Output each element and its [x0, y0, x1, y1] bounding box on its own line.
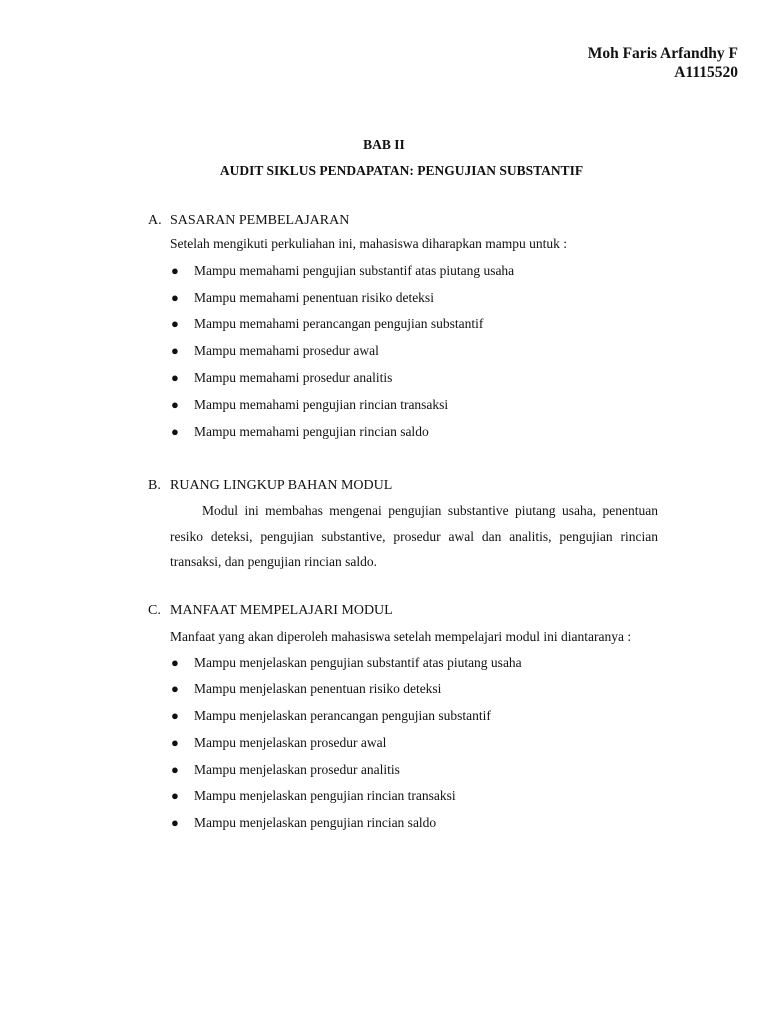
- section-body: [170, 624, 658, 837]
- benefits-list: [170, 650, 658, 838]
- bullet-icon: ●: [171, 396, 179, 412]
- bullet-icon: ●: [171, 343, 179, 359]
- section-heading: [148, 211, 658, 231]
- author-header: [588, 44, 738, 82]
- list-item-text: Mampu menjelaskan pengujian substantif atas piutang usaha: [194, 654, 522, 670]
- list-item: [170, 703, 658, 730]
- list-item: [170, 650, 658, 677]
- list-item-text: Mampu memahami pengujian rincian saldo: [194, 423, 429, 439]
- bullet-icon: ●: [171, 761, 179, 777]
- section-letter: B.: [148, 478, 161, 493]
- section-title: MANFAAT MEMPELAJARI MODUL: [170, 603, 393, 618]
- student-id: A1115520: [674, 64, 738, 81]
- section-letter: A.: [148, 213, 162, 228]
- bullet-icon: ●: [171, 654, 179, 670]
- list-item: [170, 258, 658, 285]
- section-heading: [148, 601, 658, 621]
- list-item: [170, 338, 658, 365]
- bullet-icon: ●: [171, 788, 179, 804]
- section-learning-objectives: [148, 211, 658, 445]
- list-item-text: Mampu memahami pengujian substantif atas piutang usaha: [194, 262, 515, 278]
- bullet-icon: ●: [171, 734, 179, 750]
- list-item: [170, 392, 658, 419]
- list-item-text: Mampu memahami penentuan risiko deteksi: [194, 289, 434, 305]
- bullet-icon: ●: [171, 262, 179, 278]
- list-item: [170, 676, 658, 703]
- bullet-icon: ●: [171, 423, 179, 439]
- section-title: RUANG LINGKUP BAHAN MODUL: [170, 478, 393, 493]
- list-item-text: Mampu memahami perancangan pengujian substantif: [194, 316, 484, 332]
- list-item: [170, 783, 658, 810]
- bullet-icon: ●: [171, 289, 179, 305]
- section-paragraph: Modul ini membahas mengenai pengujian substantive piutang usaha, penentuan resiko deteksi, pengujian substantive, prosedur awal dan analitis, pengujian rincian transaksi, dan pengujian rincian saldo.: [170, 503, 658, 569]
- bullet-icon: ●: [171, 815, 179, 831]
- section-module-benefits: [148, 601, 658, 837]
- list-item-text: Mampu menjelaskan pengujian rincian transaksi: [194, 788, 456, 804]
- section-body: [170, 498, 658, 575]
- list-item-text: Mampu menjelaskan perancangan pengujian substantif: [194, 708, 491, 724]
- bullet-icon: ●: [171, 369, 179, 385]
- list-item-text: Mampu memahami prosedur analitis: [194, 369, 393, 385]
- list-item: [170, 311, 658, 338]
- chapter-label: BAB II: [363, 137, 405, 152]
- list-item-text: Mampu menjelaskan prosedur awal: [194, 734, 387, 750]
- author-name: Moh Faris Arfandhy F: [587, 45, 738, 62]
- list-item-text: Mampu memahami pengujian rincian transaksi: [194, 396, 449, 412]
- bullet-icon: ●: [171, 681, 179, 697]
- list-item: [170, 419, 658, 446]
- list-item: [170, 730, 658, 757]
- list-item: [170, 810, 658, 837]
- list-item-text: Mampu menjelaskan prosedur analitis: [194, 761, 400, 777]
- section-heading: [148, 476, 658, 496]
- list-item: [170, 365, 658, 392]
- section-intro: Setelah mengikuti perkuliahan ini, mahasiswa diharapkan mampu untuk :: [170, 236, 568, 251]
- section-intro: Manfaat yang akan diperoleh mahasiswa setelah mempelajari modul ini diantaranya :: [170, 629, 632, 644]
- list-item: [170, 285, 658, 312]
- bullet-icon: ●: [171, 316, 179, 332]
- list-item-text: Mampu menjelaskan pengujian rincian saldo: [194, 815, 437, 831]
- section-module-scope: [148, 476, 658, 575]
- section-body: [170, 231, 658, 445]
- list-item-text: Mampu memahami prosedur awal: [194, 343, 379, 359]
- section-letter: C.: [148, 603, 161, 618]
- bullet-icon: ●: [171, 708, 179, 724]
- list-item: [170, 757, 658, 784]
- chapter-title: AUDIT SIKLUS PENDAPATAN: PENGUJIAN SUBSTANTIF: [219, 163, 584, 178]
- objectives-list: [170, 258, 658, 446]
- section-title: SASARAN PEMBELAJARAN: [170, 213, 350, 228]
- list-item-text: Mampu menjelaskan penentuan risiko deteksi: [194, 681, 442, 697]
